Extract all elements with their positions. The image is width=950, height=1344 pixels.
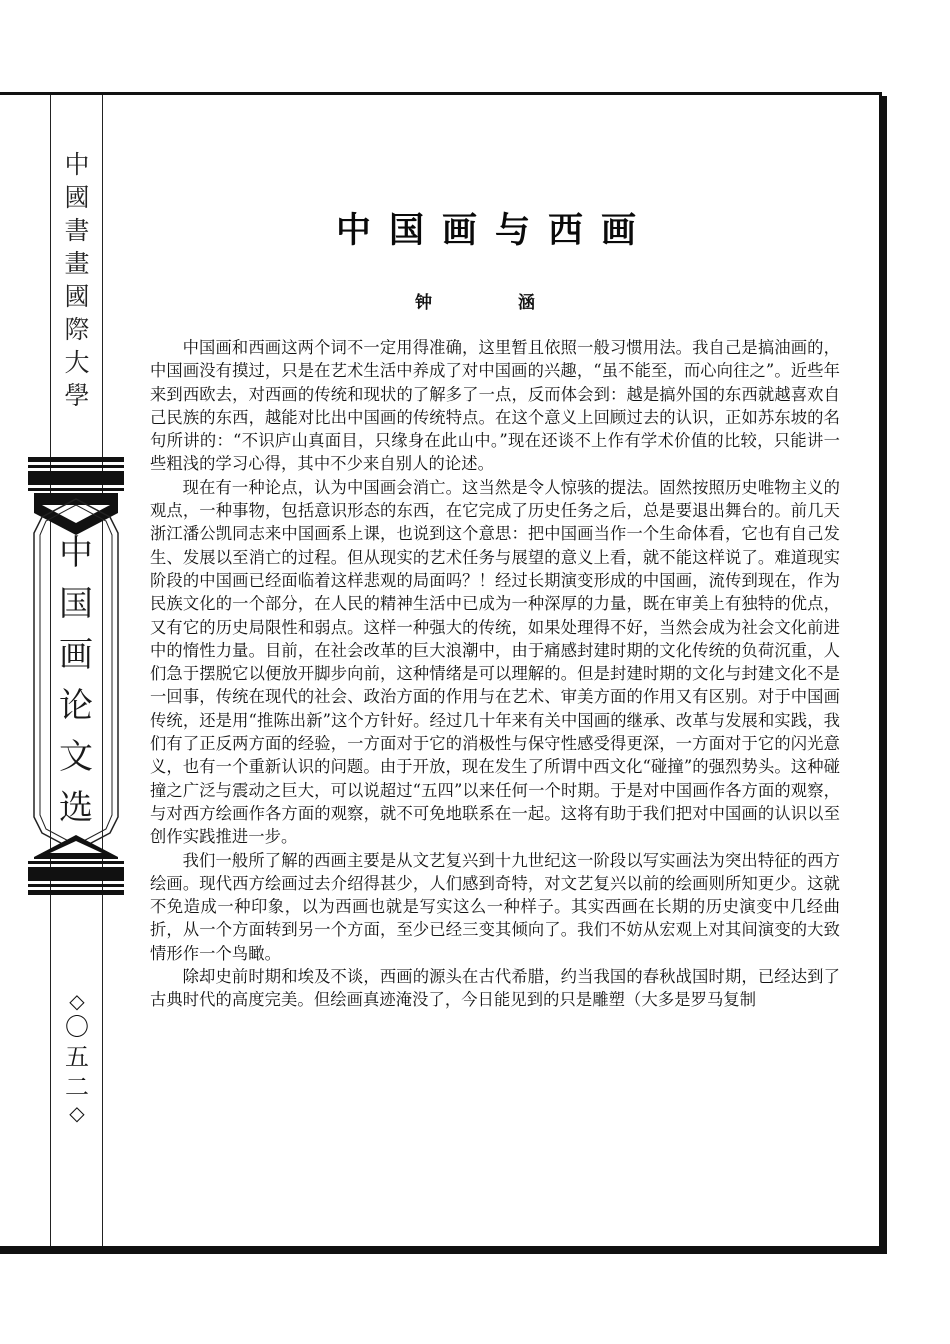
page-number (58, 990, 96, 1124)
frame-shadow-right (882, 96, 887, 1254)
series-title-char: 學 (64, 381, 90, 410)
book-title-char: 国 (59, 584, 93, 624)
page-number-char: 五 (65, 1043, 89, 1071)
series-title-char: 國 (64, 183, 90, 212)
book-title-char: 论 (59, 686, 93, 726)
book-title-char: 选 (59, 788, 93, 828)
series-title (58, 148, 96, 412)
book-title-char: 画 (59, 635, 93, 675)
paragraph: 现在有一种论点，认为中国画会消亡。这当然是令人惊骇的提法。固然按照历史唯物主义的观点，一种事物，包括意识形态的东西，在它完成了历史任务之后，总是要退出舞台的。前几天浙江潘公凯同志来中国画系上课，也说到这个意思：把中国画当作一个生命体看，它也有自己发生、发展以至消亡的过程。但从现实的艺术任务与展望的意义上看，就不能这样说了。难道现实阶段的中国画已经面临着这样悲观的局面吗？！经过长期演变形成的中国画，流传到现在，作为民族文化的一个部分，在人民的精神生活中已成为一种深厚的力量，既在审美上有独特的优点，又有它的历史局限性和弱点。这样一种强大的传统，如果处理得不好，当然会成为社会文化前进中的惰性力量。目前，在社会改革的巨大浪潮中，由于痛感封建时期的文化传统的负荷沉重，人们急于摆脱它以便放开脚步向前，这种情绪是可以理解的。但是封建时期的文化与封建文化不是一回事，传统在现代的社会、政治方面的作用与在艺术、审美方面的作用又有区别。对于中国画传统，还是用“推陈出新”这个方针好。经过几十年来有关中国画的继承、改革与发展和实践，我们有了正反两方面的经验，一方面对于它的消极性与保守性感受得更深，一方面对于它的闪光意义，也有一个重新认识的问题。由于开放，现在发生了所谓中西文化“碰撞”的强烈势头。这种碰撞之广泛与震动之巨大，可以说超过“五四”以来任何一个时期。于是对中国画作各方面的观察，与对西方绘画作各方面的观察，就不可免地联系在一起。这将有助于我们把对中国画的认识以至创作实践推进一步。 (150, 477, 840, 847)
page-number-char: 〇 (65, 1013, 89, 1041)
diamond-icon: ◇ (69, 989, 85, 1013)
series-title-char: 大 (64, 348, 90, 377)
book-title-char: 中 (59, 533, 93, 573)
series-title-char: 書 (64, 216, 90, 245)
frame-shadow-bottom (0, 1249, 886, 1254)
book-title-char: 文 (59, 737, 93, 777)
paragraph: 我们一般所了解的西画主要是从文艺复兴到十九世纪这一阶段以写实画法为突出特征的西方绘画。现代西方绘画过去介绍得甚少，人们感到奇特，对文艺复兴以前的绘画则所知更少。这就不免造成一种印象，以为西画也就是写实这么一种样子。其实西画在长期的历史演变中几经曲折，从一个方面转到另一个方面，至少已经三变其倾向了。我们不妨从宏观上对其间演变的大致情形作一个鸟瞰。 (150, 850, 840, 963)
article-title: 中国画与西画 (335, 210, 654, 251)
paragraph: 除却史前时期和埃及不谈，西画的源头在古代希腊，约当我国的春秋战国时期，已经达到了古典时代的高度完美。但绘画真迹淹没了，今日能见到的只是雕塑（大多是罗马复制 (150, 967, 840, 1010)
series-title-char: 際 (64, 315, 90, 344)
book-title (40, 528, 112, 834)
author-name: 钟 涵 (415, 293, 575, 313)
diamond-icon: ◇ (69, 1101, 85, 1125)
paragraph: 中国画和西画这两个词不一定用得准确，这里暂且依照一般习惯用法。我自己是搞油画的，中国画没有摸过，只是在艺术生活中养成了对中国画的兴趣，“虽不能至，而心向往之”。近些年来到西欧去，对西画的传统和现状的了解多了一点，反而体会到：越是搞外国的东西就越喜欢自己民族的东西，越能对比出中国画的传统特点。在这个意义上回顾过去的认识，正如苏东坡的名句所讲的：“不识庐山真面目，只缘身在此山中。”现在还谈不上作有学术价值的比较，只能讲一些粗浅的学习心得，其中不少来自别人的论述。 (150, 338, 840, 474)
series-title-char: 中 (64, 150, 90, 179)
series-title-char: 國 (64, 282, 90, 311)
article-body (150, 336, 840, 1012)
page-number-char: 二 (65, 1073, 89, 1101)
series-title-char: 畫 (64, 249, 90, 278)
